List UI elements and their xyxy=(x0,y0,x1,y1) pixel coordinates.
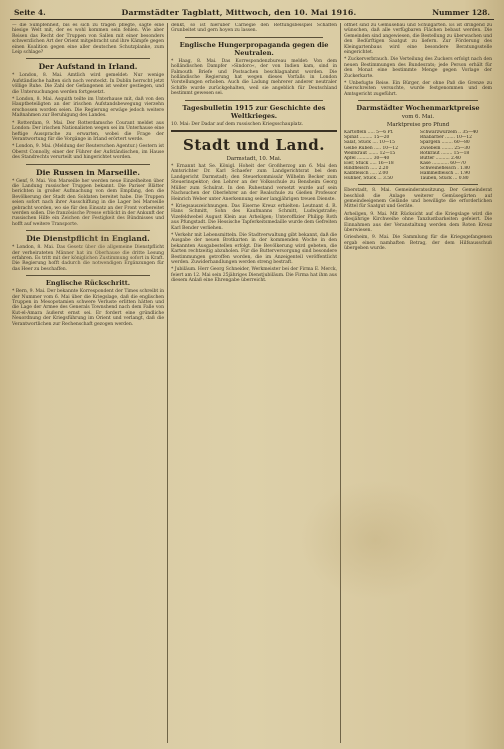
price-table xyxy=(344,130,492,181)
divider xyxy=(358,184,478,185)
article-text: * Haag, 8. Mai. Das Korrespondenzbureau meldet: Von dem holländischen Dampfer »Sindoro«, der von Indien kam, sind in Falmouth Briefe und Postsachen beschlagnahmt worden. Die holländische Regierung hat wegen dieses Vorfalls in London Vorstellungen erhoben. Auch die Ladung mehrerer anderer neutraler Schiffe wurde zurückgehalten, weil sie angeblich für Deutschland bestimmt gewesen sei. xyxy=(171,58,337,97)
article-text: * Rotterdam, 9. Mai. Der Rotterdamsche Courant meldet aus London: Der irischen Nationalisten wegen sei im Unterhause eine heftige Aussprache zu erwarten, wobei die Frage der Verantwortung für die Vorgänge in Irland erörtert werde. xyxy=(12,120,164,142)
headline-calendar: Tagesbulletin 1915 zur Geschichte des Weltkrieges. xyxy=(182,103,326,120)
price-row: Weißkraut ....... 12—15 xyxy=(344,150,396,156)
price-row: Schwarzwurzeln .. 35—40 xyxy=(420,130,479,136)
column-left xyxy=(12,23,164,743)
price-row: Spinat ......... 15—20 xyxy=(344,135,390,141)
divider xyxy=(185,100,323,101)
article-text: 10. Mai: Der Dadar auf dem russischen Kriegsschauplatz. xyxy=(171,121,304,127)
article-text: * Verkehr mit Lebensmitteln. Die Stadtverwaltung gibt bekannt, daß die Ausgabe der neuen Brotkarten in der kommenden Woche in den bekannten Ausgabestellen erfolgt. Die Bevölkerung wird gebeten, die Karten rechtzeitig abzuholen. Für die Butterversorgung sind besondere Bestimmungen getroffen worden, die im Anzeigenteil veröffentlicht werden. Zuwiderhandlungen werden streng bestraft. xyxy=(171,232,337,265)
column-divider xyxy=(167,23,168,743)
article-text: * Jubiläum. Herr Georg Schneider, Werkmeister bei der Firma E. Merck, feiert am 12. Mai sein 25jähriges Dienstjubiläum. Die Firma hat ihm aus diesem Anlaß eine Ehrengabe überreicht. xyxy=(171,267,337,284)
article-text: Arheilgen, 9. Mai. Mit Rücksicht auf die Kriegslage wird die diesjährige Kirchweihe ohne Tanzlustbarkeiten gefeiert. Die Einnahmen aus der Veranstaltung werden dem Roten Kreuz überwiesen. xyxy=(344,211,492,234)
divider xyxy=(185,37,323,38)
price-row: Rotkraut ........ 15—18 xyxy=(420,150,470,156)
article-text: * Genf, 9. Mai. Von Marseille her werden neue Einzelheiten über die Landung russischer Truppen bekannt. Die Pariser Blätter berichten in großer Aufmachung von dem Empfang, den die Bevölkerung der Stadt den Soldaten bereitet habe. Die Truppen seien sofort nach ihrer Ausschiffung in die Lager bei Marseille gebracht worden, wo sie für den Einsatz an der Front vorbereitet werden sollen. Die französische Presse erblickt in der Ankunft der russischen Hilfe ein Zeichen der Festigkeit des Bündnisses und hofft auf weitere Transporte. xyxy=(12,178,164,227)
prices-title: Marktpreise pro Pfund xyxy=(386,122,450,129)
article-text: * Ernannt hat Se. Königl. Hoheit der Großherzog am 6. Mai den Amtsrichter Dr. Karl Schaefer zum Landgerichtsrat bei dem Landgericht Darmstadt; den Steuerkommissär Wilhelm Becker zum Steuerinspektor; den Lehrer an der Volksschule zu Bensheim Georg Müller zum Schulrat. In den Ruhestand versetzt wurde auf sein Nachsuchen der Oberlehrer an der Realschule zu Gießen Professor Heinrich Weber unter Anerkennung seiner langjährigen treuen Dienste. xyxy=(171,164,337,202)
dateline: Darmstadt, 10. Mai. xyxy=(226,156,282,163)
price-row: Tauben, Stück ... 0.80 xyxy=(420,176,469,182)
headline-marseille: Die Russen in Marseille. xyxy=(36,167,140,177)
section-title-city: Stadt und Land. xyxy=(182,136,326,155)
column-middle xyxy=(171,23,337,743)
article-text: denkt, so ist hierüber Carnegie den Rettungsbeispiel Schaffen Grunbeitet und gern hoyen zu lassen. xyxy=(171,23,337,34)
article-text: öffnet sind zu Gemüsebau und Schulgärten. Es ist dringend zu wünschen, daß alle verfügbaren Flächen bebaut werden. Die Gemeinden sind angewiesen, die Bestellung zu überwachen und den Bedürftigen Saatgut zu liefern. Zur Förderung des Kleingartenbaus wird eine besondere Beratungsstelle eingerichtet. xyxy=(344,23,492,56)
article-text: * Kriegsauszeichnungen. Das Eiserne Kreuz erhielten: Leutnant d. R. Hans Schmitt, Sohn des Kaufmanns Schmitt, Ludwigstraße; Vizefeldwebel August Klein aus Arheilgen; Unteroffizier Philipp Roth aus Pfungstadt. Die Hessische Tapferkeitsmedaille wurde dem Gefreiten Karl Bender verliehen. xyxy=(171,203,337,231)
page-number: Seite 4. xyxy=(14,8,46,17)
article-text: * Bern, 9. Mai. Der bekannte Korrespondent der Times schreibt in der Nummer vom 6. Mai über die Kriegslage, daß die englischen Truppen in Mesopotamien schwere Verluste erlitten hätten und die Lage der Armee des Generals Townshend nach dem Falle von Kut-el-Amara äußerst ernst sei. Er fordert eine gründliche Neuordnung der Kriegsführung im Orient und verlangt, daß die Verantwortlichen zur Rechenschaft gezogen werden. xyxy=(12,289,164,327)
price-row: Schweinefleisch . 1.80 xyxy=(420,165,470,171)
price-row: Zwiebeln ........ 25—30 xyxy=(420,145,470,151)
price-row: Äpfel ........... 30—40 xyxy=(344,155,390,161)
price-row: Kartoffeln ..... 5—6 Pf. xyxy=(344,130,394,136)
article-text: Eberstadt, 8. Mai. Gemeinderatssitzung. Der Gemeinderat beschloß die Anlage weiterer Gemüsegärten auf gemeindeeigenem Gelände und bewilligte die erforderlichen Mittel für Saatgut und Geräte. xyxy=(344,188,492,210)
headline-conscription: Die Dienstpflicht in England. xyxy=(26,234,150,244)
headline-market: Darmstädter Wochenmarktpreise xyxy=(356,104,480,113)
price-row: Rhabarber ....... 10—12 xyxy=(420,135,472,141)
headline-retreat: Englische Rückschritt. xyxy=(45,279,131,288)
price-row: Rindfleisch ..... 2.20 xyxy=(344,165,389,171)
price-row: Salat, Stück .... 10—15 xyxy=(344,140,395,146)
masthead-date: Darmstädter Tagblatt, Mittwoch, den 10. Mai 1916. xyxy=(121,8,357,17)
section-rule xyxy=(171,130,337,132)
divider xyxy=(26,275,150,276)
price-row: Hühner, Stück ... 3.50 xyxy=(344,176,393,182)
divider xyxy=(26,230,150,231)
column-right xyxy=(344,23,492,743)
columns xyxy=(12,23,492,743)
article-text: * Zuckerverbrauch. Die Verteilung des Zuckers erfolgt nach den neuen Bestimmungen des Bundesrats; jede Person erhält für den Monat eine bestimmte Menge gegen Vorlage der Zuckerkarte. xyxy=(344,57,492,79)
headline-propaganda: Englische Hungerpropaganda gegen die Neutralen. xyxy=(179,40,329,57)
article-text: * Unbefugte Reise. Ein Bürger, der ohne Paß die Grenze zu überschreiten versuchte, wurde festgenommen und dem Amtsgericht zugeführt. xyxy=(344,81,492,97)
headline-ireland: Der Aufstand in Irland. xyxy=(38,62,138,72)
market-date: vom 6. Mai. xyxy=(401,114,435,121)
price-row: Kalbfleisch ..... 2.00 xyxy=(344,171,389,177)
divider xyxy=(26,58,150,59)
article-text: — die Sümpfenheit, bis es sich zu tragen pflegte, sagte eine hiesige Welt mit, der es wohl kommen sein fehlen. Wie aber Reisen das Recht der Truppen von Sallen mit einer besonders schwerzlichen Art der Orient mitgebracht und ihre Kämpfe gegen einen Koalition gegen eine aller deutschen Schutzplanke, zum Leip schlage? xyxy=(12,23,164,56)
article-text: * London, 9. Mai. (Meldung der Reuterschen Agentur.) Gestern ist Oberst Connolly, einer der Führer der Aufständischen, im Hause des Standrechts verurteilt und hingerichtet worden. xyxy=(12,144,164,161)
price-row: Hammelfleisch ... 1.90 xyxy=(420,171,471,177)
article-text: * London, 8. Mai. Das Gesetz über die allgemeine Dienstpflicht der verheirateten Männer hat im Oberhause die dritte Lesung erfahren. Es tritt mit der königlichen Zustimmung sofort in Kraft. Die Regierung hofft dadurch die notwendigen Ergänzungen für das Heer zu beschaffen. xyxy=(12,245,164,272)
divider xyxy=(358,100,478,101)
price-row: Butter .......... 2.40 xyxy=(420,155,461,161)
price-row: Gelbe Rüben ..... 10—12 xyxy=(344,145,399,151)
page-header xyxy=(10,8,494,20)
article-text: * London, 8. Mai. Asquith teilte im Unterhause mit, daß von den Hauptbeteiligten an der irischen Aufstandsbewegung vierzehn erschossen worden seien. Die Regierung erwäge jedoch weitere Maßnahmen zur Beruhigung des Landes. xyxy=(12,97,164,119)
price-row: Eier, Stück ..... 16—18 xyxy=(344,160,394,166)
article-text: * London, 8. Mai. Amtlich wird gemeldet: Nur wenige Aufständische halten sich noch versteckt. In Dublin herrscht jetzt völlige Ruhe. Die Zahl der Gefangenen ist weiter gestiegen, und die Untersuchungen werden fortgesetzt. xyxy=(12,73,164,95)
divider xyxy=(26,164,150,165)
column-divider xyxy=(340,23,341,743)
article-text: Griesheim, 9. Mai. Die Sammlung für die Kriegsgefangenen ergab einen namhaften Betrag, der dem Hilfsausschuß übergeben wurde. xyxy=(344,235,492,252)
issue-number: Nummer 128. xyxy=(432,8,490,17)
price-row: Spargeln ........ 60—80 xyxy=(420,140,470,146)
price-row: Käse ............ 60—70 xyxy=(420,160,466,166)
